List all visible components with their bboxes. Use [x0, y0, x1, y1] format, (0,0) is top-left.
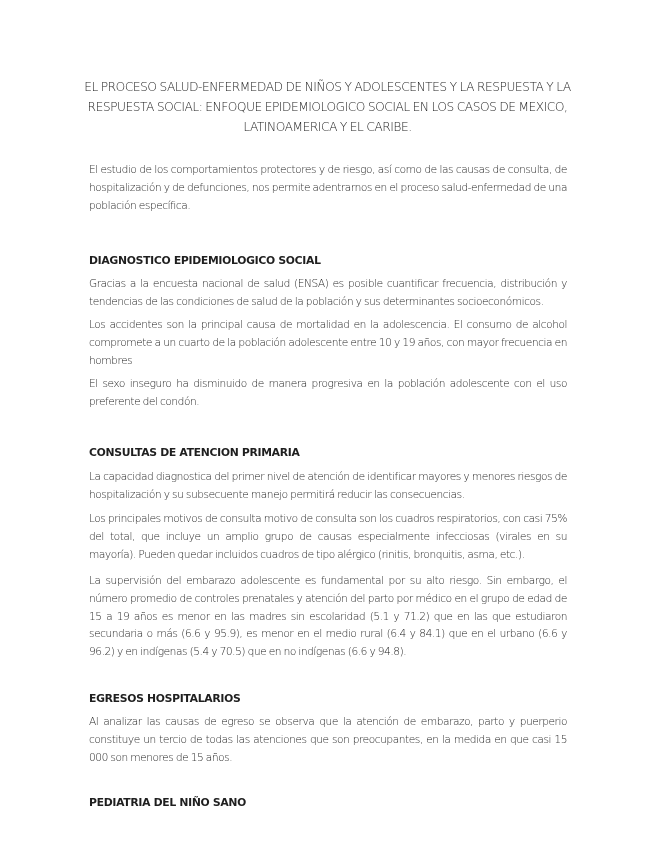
section-diagnostico-paragraph-1: Gracias a la encuesta nacional de salud (ENSA) es posible cuantificar frecuencia, distribución y tendencias de las condiciones de salud de la población y sus determinantes socioeconómicos.	[89, 278, 567, 308]
section-heading-egresos: EGRESOS HOSPITALARIOS	[89, 692, 241, 705]
section-consultas-paragraph-3: La supervisión del embarazo adolescente es fundamental por su alto riesgo. Sin embargo, el número promedio de controles prenatales y atención del parto por médico en el grupo de edad de 15 a 19 años es menor en las madres sin escolaridad (5.1 y 71.2) que en las que estudiaron secundaria o más (6.6 y 95.9), es menor en el medio rural (6.4 y 84.1) que en el urbano (6.6 y 96.2) y en indígenas (5.4 y 70.5) que en no indígenas (6.6 y 94.8).	[89, 575, 567, 659]
section-consultas-paragraph-1: La capacidad diagnostica del primer nivel de atención de identificar mayores y menores riesgos de hospitalización y su subsecuente manejo permitirá reducir las consecuencias.	[89, 471, 567, 501]
document-title: EL PROCESO SALUD-ENFERMEDAD DE NIÑOS Y ADOLESCENTES Y LA RESPUESTA Y LA RESPUESTA SOCIAL: ENFOQUE EPIDEMIOLOGICO SOCIAL EN LOS CASOS DE MEXICO, LATINOAMERICA Y EL CARIBE.	[84, 80, 571, 134]
intro-paragraph: El estudio de los comportamientos protectores y de riesgo, así como de las causas de consulta, de hospitalización y de defunciones, nos permite adentrarnos en el proceso salud-enfermedad de una población específica.	[89, 164, 567, 212]
section-heading-consultas: CONSULTAS DE ATENCION PRIMARIA	[89, 446, 300, 459]
section-diagnostico-paragraph-3: El sexo inseguro ha disminuido de manera progresiva en la población adolescente con el uso preferente del condón.	[89, 378, 567, 408]
section-egresos-paragraph-1: Al analizar las causas de egreso se observa que la atención de embarazo, parto y puerperio constituye un tercio de todas las atenciones que son preocupantes, en la medida en que casi 15 000 son menores de 15 años.	[89, 716, 567, 764]
section-heading-diagnostico: DIAGNOSTICO EPIDEMIOLOGICO SOCIAL	[89, 254, 321, 267]
section-consultas-paragraph-2: Los principales motivos de consulta motivo de consulta son los cuadros respiratorios, con casi 75% del total, que incluye un amplio grupo de causas especialmente infecciosas (virales en su mayoría). Pueden quedar incluidos cuadros de tipo alérgico (rinitis, bronquitis, asma, etc.).	[89, 513, 567, 561]
section-heading-pediatria: PEDIATRIA DEL NIÑO SANO	[89, 796, 247, 809]
section-diagnostico-paragraph-2: Los accidentes son la principal causa de mortalidad en la adolescencia. El consumo de alcohol compromete a un cuarto de la población adolescente entre 10 y 19 años, con mayor frecuencia en hombres	[89, 319, 567, 367]
